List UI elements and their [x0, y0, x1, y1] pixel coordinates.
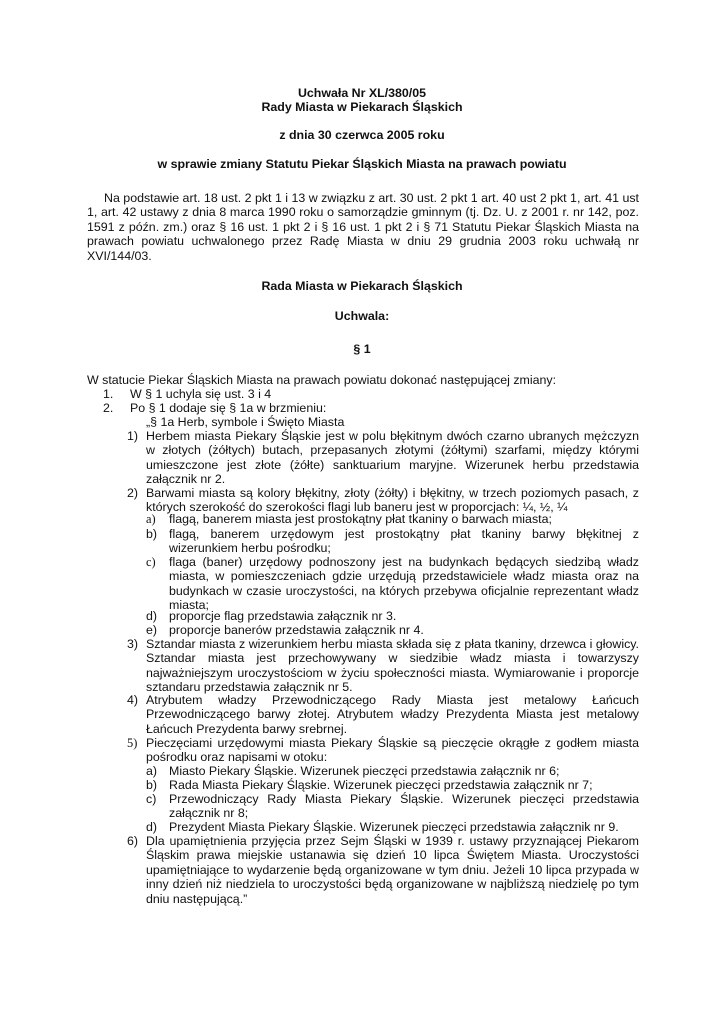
subpoint-letter: e) [146, 623, 158, 637]
subpoint-text: Przewodniczący Rady Miasta Piekary Śląskie. Wizerunek pieczęci przedstawia załącznik nr 8; [169, 792, 639, 821]
intro-text: W statucie Piekar Śląskich Miasta na prawach powiatu dokonać następującej zmiany: [87, 373, 557, 387]
subpoint-letter: c) [146, 555, 156, 569]
subpoint-letter: a) [146, 764, 158, 778]
new-section-title: „§ 1a Herb, symbole i Święto Miasta [146, 415, 345, 429]
council-heading: Rada Miasta w Piekarach Śląskich [261, 279, 463, 293]
point-number: 1) [127, 429, 139, 443]
subpoint-text: Miasto Piekary Śląskie. Wizerunek pieczęci przedstawia załącznik nr 6; [169, 764, 560, 778]
subpoint-letter: b) [146, 778, 158, 792]
point-number: 4) [127, 693, 139, 707]
preamble: Na podstawie art. 18 ust. 2 pkt 1 i 13 w związku z art. 30 ust. 2 pkt 1 art. 40 ust 2 pkt 1, art. 41 ust 1, art. 42 ustawy z dnia 8 marca 1990 roku o samorządzie gminnym (tj. Dz. U. z 2001 r. nr 142, poz. 1591 z późn. zm.) oraz § 16 ust. 1 pkt 2 i § 16 ust. 1 pkt 2 i § 71 Statutu Piekar Śląskich Miasta na prawach powiatu uchwalonego przez Radę Miasta w dniu 29 grudnia 2003 roku uchwałą nr XVI/144/03. [87, 191, 639, 263]
issuing-body: Rady Miasta w Piekarach Śląskich [261, 100, 463, 114]
point-number: 6) [127, 834, 139, 848]
subpoint-text: proporcje banerów przedstawia załącznik nr 4. [169, 623, 424, 637]
resolution-date: z dnia 30 czerwca 2005 roku [279, 128, 445, 142]
subpoint-text: proporcje flag przedstawia załącznik nr 3. [169, 609, 397, 623]
subpoint-letter: b) [146, 527, 158, 541]
resolution-subject: w sprawie zmiany Statutu Piekar Śląskich Miasta na prawach powiatu [157, 157, 567, 171]
section-heading: § 1 [353, 342, 371, 356]
subpoint-text: flaga (baner) urzędowy podnoszony jest na budynkach będących siedzibą władz miasta, w pomieszczeniach gdzie urzędują przedstawiciele władz miasta oraz na budynkach w czasie uroczystości, na których przebywa oficjalnie reprezentant władz miasta; [169, 555, 639, 613]
point-text: Pieczęciami urzędowymi miasta Piekary Śląskie są pieczęcie okrągłe z godłem miasta pośrodku oraz napisami w otoku: [146, 736, 639, 765]
resolution-number: Uchwała Nr XL/380/05 [297, 86, 427, 100]
subpoint-text: Rada Miasta Piekary Śląskie. Wizerunek pieczęci przedstawia załącznik nr 7; [169, 778, 593, 792]
subpoint-letter: d) [146, 820, 158, 834]
point-text: Dla upamiętnienia przyjęcia przez Sejm Śląski w 1939 r. ustawy przyznającej Piekarom Śląskim prawa miejskie ustanawia się dzień 10 lipca Świętem Miasta. Uroczystości upamiętniające to wydarzenie będą organizowane w tym dniu. Jeżeli 10 lipca przypada w inny dzień niż niedziela to uroczystości będą organizowane w najbliższą niedzielę po tym dniu następującą.” [146, 834, 639, 906]
point-number: 5) [127, 736, 138, 750]
change-number: 2. [103, 401, 114, 415]
point-number: 3) [127, 637, 139, 651]
point-text: Herbem miasta Piekary Śląskie jest w polu błękitnym dwóch czarno ubranych mężczyzn w złotych (żółtych) butach, przepasanych złotymi (żółtymi) szarfami, między którymi umieszczone jest złote (żółte) sanktuarium maryjne. Wizerunek herbu przedstawia załącznik nr 2. [146, 429, 639, 487]
point-number: 2) [127, 486, 139, 500]
subpoint-letter: c) [146, 792, 157, 806]
subpoint-letter: d) [146, 609, 158, 623]
subpoint-text: flagą, banerem miasta jest prostokątny płat tkaniny o barwach miasta; [169, 512, 552, 526]
point-text: Atrybutem władzy Przewodniczącego Rady Miasta jest metalowy Łańcuch Przewodniczącego barwy złotej. Atrybutem władzy Prezydenta Miasta jest metalowy Łańcuch Prezydenta barwy srebrnej. [146, 693, 639, 736]
point-text: Barwami miasta są kolory błękitny, złoty (żółty) i błękitny, w trzech poziomych pasach, z których szerokość do szerokości flagi lub baneru jest w proporcjach: ¼, ½, ¼ [146, 486, 639, 515]
subpoint-text: flagą, banerem urzędowym jest prostokątny płat tkaniny barwy błękitnej z wizerunkiem herbu pośrodku; [169, 527, 639, 556]
point-text: Sztandar miasta z wizerunkiem herbu miasta składa się z płata tkaniny, drzewca i głowicy. Sztandar miasta jest przechowywany w siedzibie władz miasta i towarzyszy najważniejszym uroczystościom w życiu społeczności miasta. Wymiarowanie i proporcje sztandaru przedstawia załącznik nr 5. [146, 637, 639, 695]
change-text: W § 1 uchyla się ust. 3 i 4 [130, 387, 272, 401]
change-number: 1. [103, 387, 114, 401]
subpoint-letter: a) [146, 512, 156, 526]
subpoint-text: Prezydent Miasta Piekary Śląskie. Wizerunek pieczęci przedstawia załącznik nr 9. [169, 820, 619, 834]
resolves-heading: Uchwala: [334, 309, 390, 323]
change-text: Po § 1 dodaje się § 1a w brzmieniu: [130, 401, 327, 415]
